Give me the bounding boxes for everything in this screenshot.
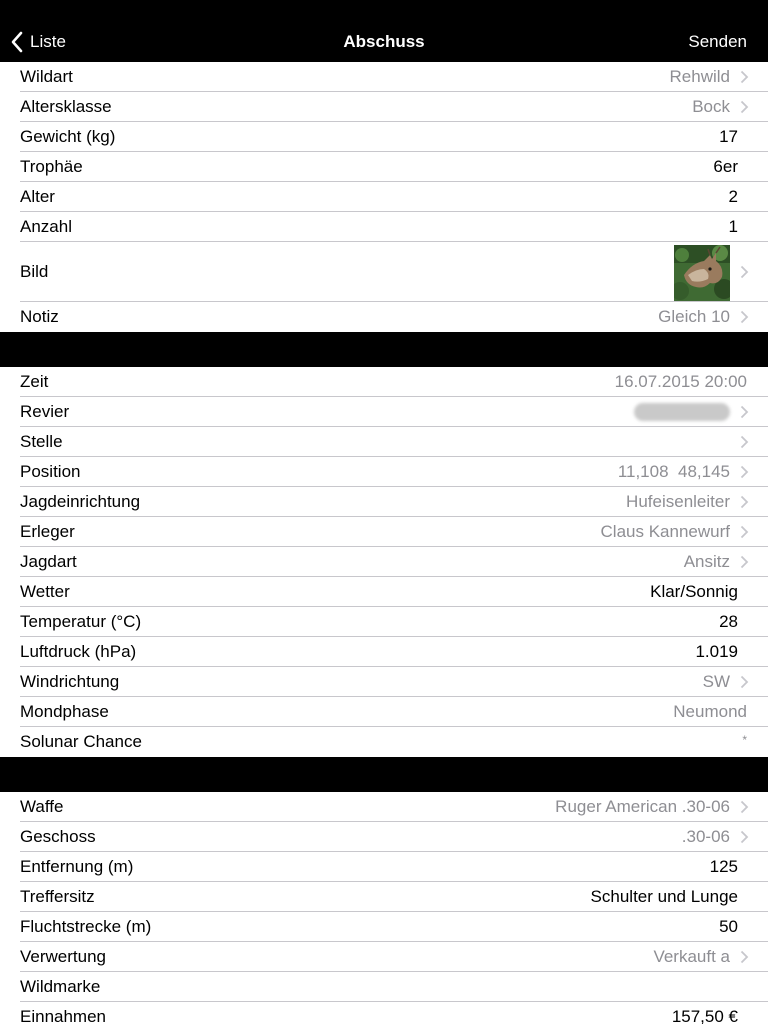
row-value: SW — [702, 672, 730, 691]
row-bild[interactable] — [0, 242, 768, 302]
temperature-field[interactable]: 28 — [719, 612, 738, 631]
revenue-field[interactable]: 157,50 € — [671, 1007, 738, 1024]
section-shot — [0, 792, 768, 1024]
row-label: Geschoss — [20, 827, 96, 846]
row-waffe[interactable] — [0, 792, 768, 822]
chevron-right-icon — [740, 555, 749, 569]
row-label: Waffe — [20, 797, 64, 816]
row-verwertung[interactable] — [0, 942, 768, 972]
flight-distance-field[interactable]: 50 — [719, 917, 738, 936]
row-label: Altersklasse — [20, 97, 112, 116]
chevron-right-icon — [740, 310, 749, 324]
photo-thumbnail[interactable] — [674, 245, 730, 301]
row-value: Rehwild — [669, 67, 730, 86]
row-label: Jagdart — [20, 552, 77, 571]
row-revier[interactable] — [0, 397, 768, 427]
solunar-rating: * — [742, 733, 747, 747]
weight-field[interactable]: 17 — [719, 127, 738, 146]
section-animal — [0, 62, 768, 332]
row-luftdruck[interactable] — [0, 637, 768, 667]
row-label: Mondphase — [20, 702, 109, 721]
row-geschoss[interactable] — [0, 822, 768, 852]
row-value: 11,108 48,145 — [617, 462, 730, 481]
chevron-left-icon — [10, 31, 24, 53]
row-gewicht[interactable] — [0, 122, 768, 152]
trophy-field[interactable]: 6er — [713, 157, 738, 176]
chevron-right-icon — [740, 70, 749, 84]
row-label: Bild — [20, 262, 49, 281]
chevron-right-icon — [740, 495, 749, 509]
row-label: Windrichtung — [20, 672, 120, 691]
row-wetter[interactable] — [0, 577, 768, 607]
row-label: Zeit — [20, 372, 49, 391]
row-fluchtstrecke[interactable] — [0, 912, 768, 942]
row-value: Ansitz — [683, 552, 730, 571]
row-label: Treffersitz — [20, 887, 95, 906]
row-jagdeinrichtung[interactable] — [0, 487, 768, 517]
row-treffersitz[interactable] — [0, 882, 768, 912]
row-value: Bock — [692, 97, 730, 116]
row-label: Jagdeinrichtung — [20, 492, 141, 511]
chevron-right-icon — [740, 265, 749, 279]
row-label: Entfernung (m) — [20, 857, 134, 876]
row-label: Position — [20, 462, 81, 481]
row-label: Stelle — [20, 432, 63, 451]
row-value: Hufeisenleiter — [626, 492, 730, 511]
row-einnahmen[interactable] — [0, 1002, 768, 1024]
row-value: Claus Kannewurf — [600, 522, 730, 541]
row-label: Trophäe — [20, 157, 83, 176]
send-button[interactable]: Senden — [688, 32, 747, 51]
chevron-right-icon — [740, 830, 749, 844]
row-label: Alter — [20, 187, 55, 206]
row-jagdart[interactable] — [0, 547, 768, 577]
row-label: Fluchtstrecke (m) — [20, 917, 152, 936]
chevron-right-icon — [740, 435, 749, 449]
back-button-label: Liste — [30, 32, 66, 51]
age-field[interactable]: 2 — [728, 187, 738, 206]
row-solunar-chance — [0, 727, 768, 757]
navigation-bar — [0, 0, 768, 64]
row-altersklasse[interactable] — [0, 92, 768, 122]
count-field[interactable]: 1 — [728, 217, 738, 236]
row-label: Einnahmen — [20, 1007, 107, 1024]
row-value: .30-06 — [681, 827, 730, 846]
row-label: Notiz — [20, 307, 59, 326]
row-trophaee[interactable] — [0, 152, 768, 182]
chevron-right-icon — [740, 405, 749, 419]
row-mondphase — [0, 697, 768, 727]
row-wildmarke[interactable] — [0, 972, 768, 1002]
row-wildart[interactable] — [0, 62, 768, 92]
deer-photo-image — [674, 245, 730, 301]
pressure-field[interactable]: 1.019 — [695, 642, 738, 661]
row-label: Revier — [20, 402, 70, 421]
row-value: Ruger American .30-06 — [555, 797, 730, 816]
row-label: Verwertung — [20, 947, 106, 966]
row-value: Gleich 10 — [658, 307, 730, 326]
row-zeit[interactable] — [0, 367, 768, 397]
row-temperatur[interactable] — [0, 607, 768, 637]
row-label: Wetter — [20, 582, 70, 601]
row-value: 16.07.2015 20:00 — [614, 372, 747, 391]
row-alter[interactable] — [0, 182, 768, 212]
distance-field[interactable]: 125 — [709, 857, 738, 876]
section-circumstances — [0, 367, 768, 757]
weather-field[interactable]: Klar/Sonnig — [650, 582, 738, 601]
row-value: Verkauft a — [653, 947, 730, 966]
row-label: Luftdruck (hPa) — [20, 642, 137, 661]
chevron-right-icon — [740, 675, 749, 689]
row-windrichtung[interactable] — [0, 667, 768, 697]
row-erleger[interactable] — [0, 517, 768, 547]
chevron-right-icon — [740, 950, 749, 964]
row-label: Temperatur (°C) — [20, 612, 142, 631]
row-position[interactable] — [0, 457, 768, 487]
row-label: Wildart — [20, 67, 73, 86]
row-notiz[interactable] — [0, 302, 768, 332]
chevron-right-icon — [740, 800, 749, 814]
row-label: Erleger — [20, 522, 75, 541]
chevron-right-icon — [740, 465, 749, 479]
row-anzahl[interactable] — [0, 212, 768, 242]
row-label: Wildmarke — [20, 977, 101, 996]
chevron-right-icon — [740, 525, 749, 539]
back-button[interactable] — [10, 30, 66, 54]
row-label: Anzahl — [20, 217, 72, 236]
page-title: Abschuss — [343, 32, 425, 51]
row-entfernung[interactable] — [0, 852, 768, 882]
row-label: Solunar Chance — [20, 732, 142, 751]
hit-location-field[interactable]: Schulter und Lunge — [590, 887, 738, 906]
chevron-right-icon — [740, 100, 749, 114]
row-stelle[interactable] — [0, 427, 768, 457]
row-value: Neumond — [673, 702, 747, 721]
redacted-value — [634, 403, 730, 421]
row-label: Gewicht (kg) — [20, 127, 116, 146]
